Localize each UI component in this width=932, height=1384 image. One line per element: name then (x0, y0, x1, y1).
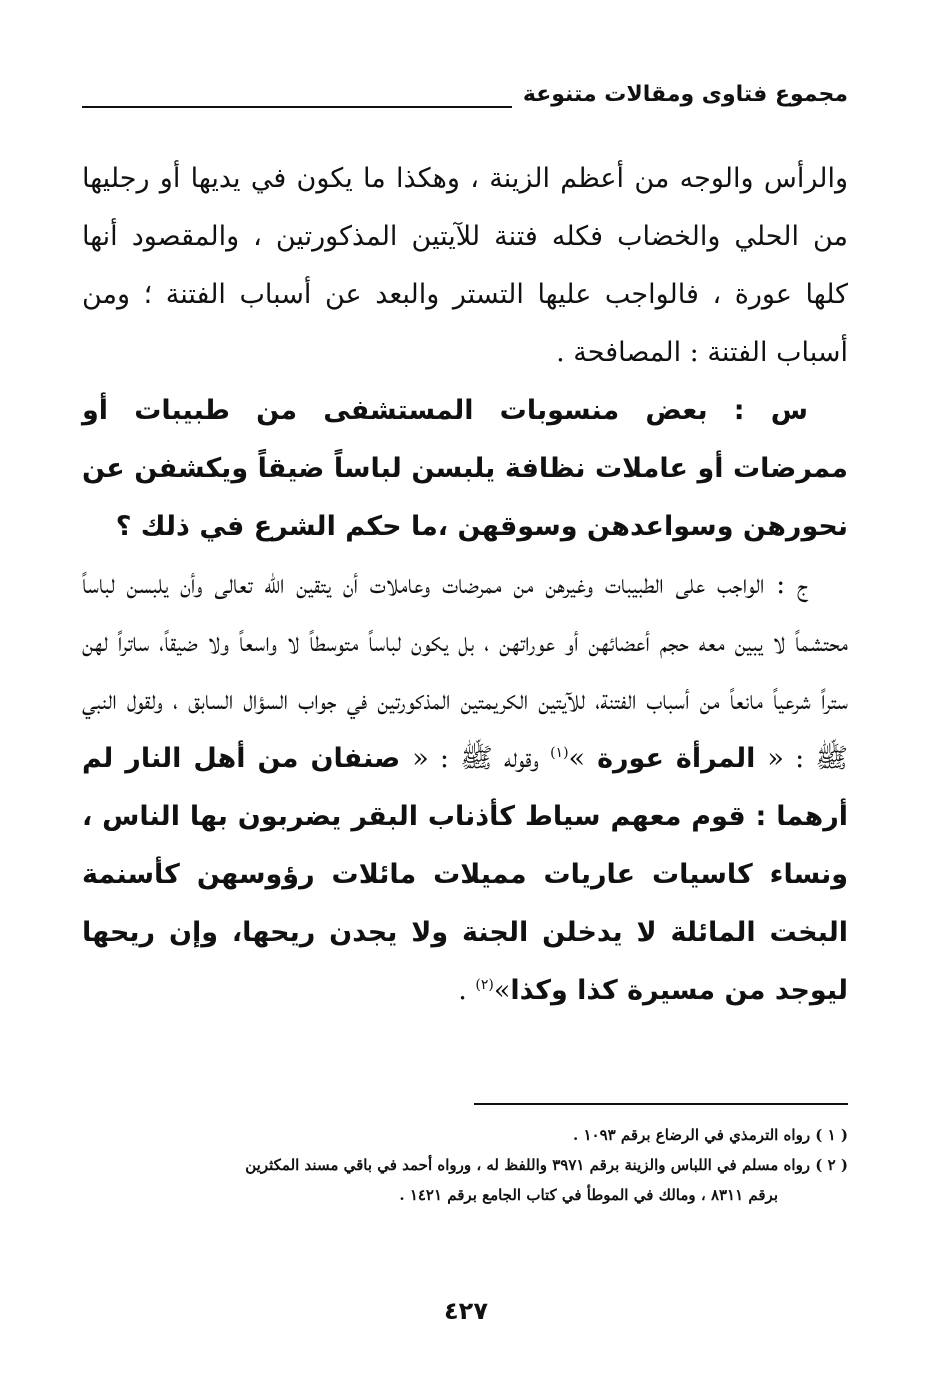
page-number: ٤٢٧ (444, 1297, 488, 1325)
answer-text-continued: وقوله ﷺ : « (412, 743, 551, 774)
hadith-quote-1: المرأة عورة (585, 743, 768, 774)
header-rule (82, 106, 512, 108)
footnote-ref-2[interactable]: (٢) (475, 977, 494, 993)
main-text (82, 150, 848, 1020)
paragraph-continuation: والرأس والوجه من أعظم الزينة ، وهكذا ما يكون في يديها أو رجليها من الحلي والخضاب فكله فتنة للآيتين المذكورتين ، والمقصود أنها كلها عورة ، فالواجب عليها التستر والبعد عن أسباب الفتنة ؛ ومن أسباب الفتنة : المصافحة . (82, 163, 848, 368)
footnotes (82, 1120, 848, 1210)
answer-text: ج : الواجب على الطبيبات وغيرهن من ممرضات وعاملات أن يتقين الله تعالى وأن يلبسن لباساً محتشماً لا يبين معه حجم أعضائهن أو عوراتهن ، بل يكون لباساً متوسطاً لا واسعاً ولا ضيقاً، ساتراً لهن ستراً شرعياً مانعاً من أسباب الفتنة، للآيتين الكريمتين المذكورتين في جواب السؤال السابق ، ولقول النبي ﷺ : « (82, 569, 848, 774)
question-paragraph: س : بعض منسوبات المستشفى من طبيبات أو ممرضات أو عاملات نظافة يلبسن لباساً ضيقاً ويكشفن عن نحورهن وسواعدهن وسوقهن ،ما حكم الشرع في ذلك ؟ (82, 395, 848, 542)
footnote-ref-1[interactable]: (١) (550, 745, 569, 761)
hadith-quote-2: صنفان من أهل النار لم أرهما : قوم معهم سياط كأذناب البقر يضربون بها الناس ، ونساء كاسيات عاريات مميلات مائلات رؤوسهن كأسنمة البخت المائلة لا يدخلن الجنة ولا يجدن ريحها، وإن ريحها ليوجد من مسيرة كذا وكذا (82, 743, 848, 1006)
answer-end: . (458, 975, 476, 1006)
footnote-separator (474, 1103, 848, 1105)
footnote-2-continued: برقم ٨٣١١ ، ومالك في الموطأ في كتاب الجامع برقم ١٤٢١ . (399, 1186, 778, 1204)
footnote-1: ( ١ ) رواه الترمذي في الرضاع برقم ١٠٩٣ . (573, 1126, 848, 1144)
quote-close-1: » (568, 743, 586, 774)
answer-paragraph (82, 556, 848, 1020)
book-title: مجموع فتاوى ومقالات متنوعة (522, 82, 848, 107)
running-header (82, 80, 848, 110)
quote-close-2: » (493, 975, 511, 1006)
footnote-2: ( ٢ ) رواه مسلم في اللباس والزينة برقم ٣٩٧١ واللفظ له ، ورواه أحمد في باقي مسند المكثرين (245, 1156, 848, 1174)
